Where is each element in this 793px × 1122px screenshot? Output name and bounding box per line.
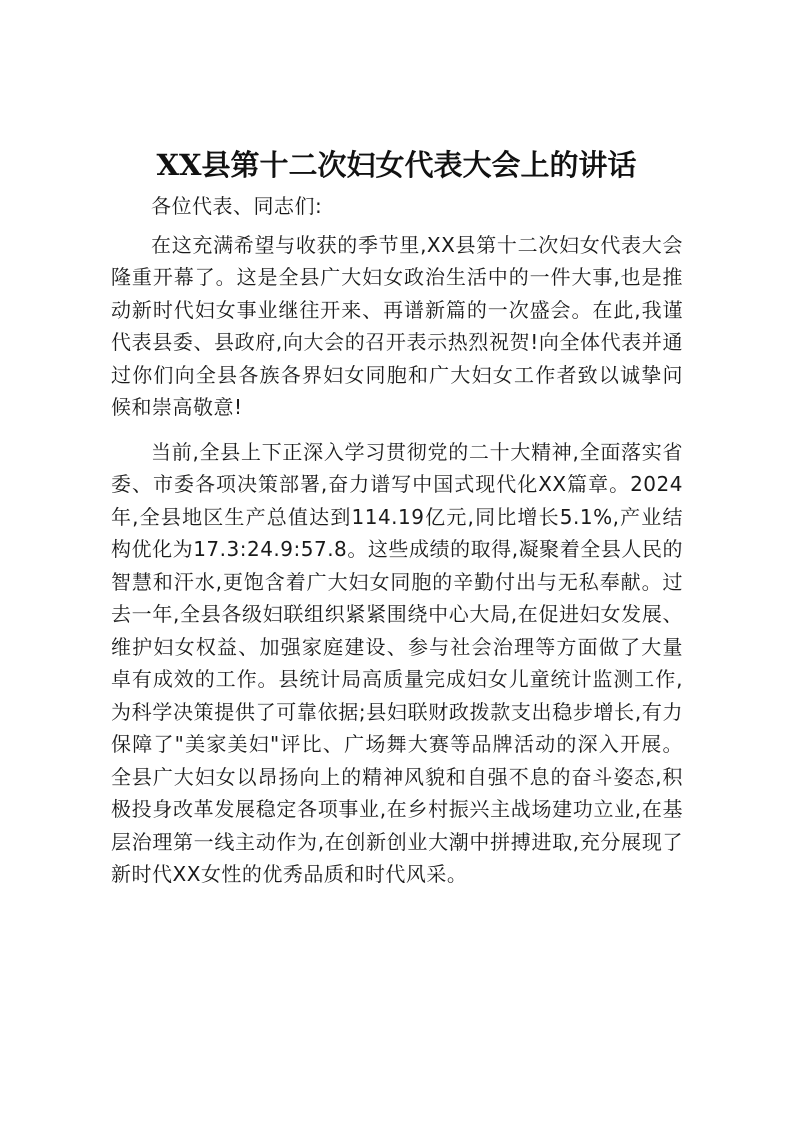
document-body [111,190,683,891]
document-title: XX县第十二次妇女代表大会上的讲话 [156,148,637,182]
greeting: 各位代表、同志们: [151,194,323,218]
paragraph-achievements: 当前,全县上下正深入学习贯彻党的二十大精神,全面落实省委、市委各项决策部署,奋力谱写中国式现代化XX篇章。2024年,全县地区生产总值达到114.19亿元,同比增长5.1%,产业结构优化为17.3:24.9:57.8。这些成绩的取得,凝聚着全县人民的智慧和汗水,更饱含着广大妇女同胞的辛勤付出与无私奉献。过去一年,全县各级妇联组织紧紧围绕中心大局,在促进妇女发展、维护妇女权益、加强家庭建设、参与社会治理等方面做了大量卓有成效的工作。县统计局高质量完成妇女儿童统计监测工作,为科学决策提供了可靠依据;县妇联财政拨款支出稳步增长,有力保障了"美家美妇"评比、广场舞大赛等品牌活动的深入开展。全县广大妇女以昂扬向上的精神风貌和自强不息的奋斗姿态,积极投身改革发展稳定各项事业,在乡村振兴主战场建功立业,在基层治理第一线主动作为,在创新创业大潮中拼搏进取,充分展现了新时代XX女性的优秀品质和时代风采。 [111,439,683,886]
paragraph-opening: 在这充满希望与收获的季节里,XX县第十二次妇女代表大会隆重开幕了。这是全县广大妇女政治生活中的一件大事,也是推动新时代妇女事业继往开来、再谱新篇的一次盛会。在此,我谨代表县委、县政府,向大会的召开表示热烈祝贺!向全体代表并通过你们向全县各族各界妇女同胞和广大妇女工作者致以诚挚问候和崇高敬意! [111,232,683,419]
